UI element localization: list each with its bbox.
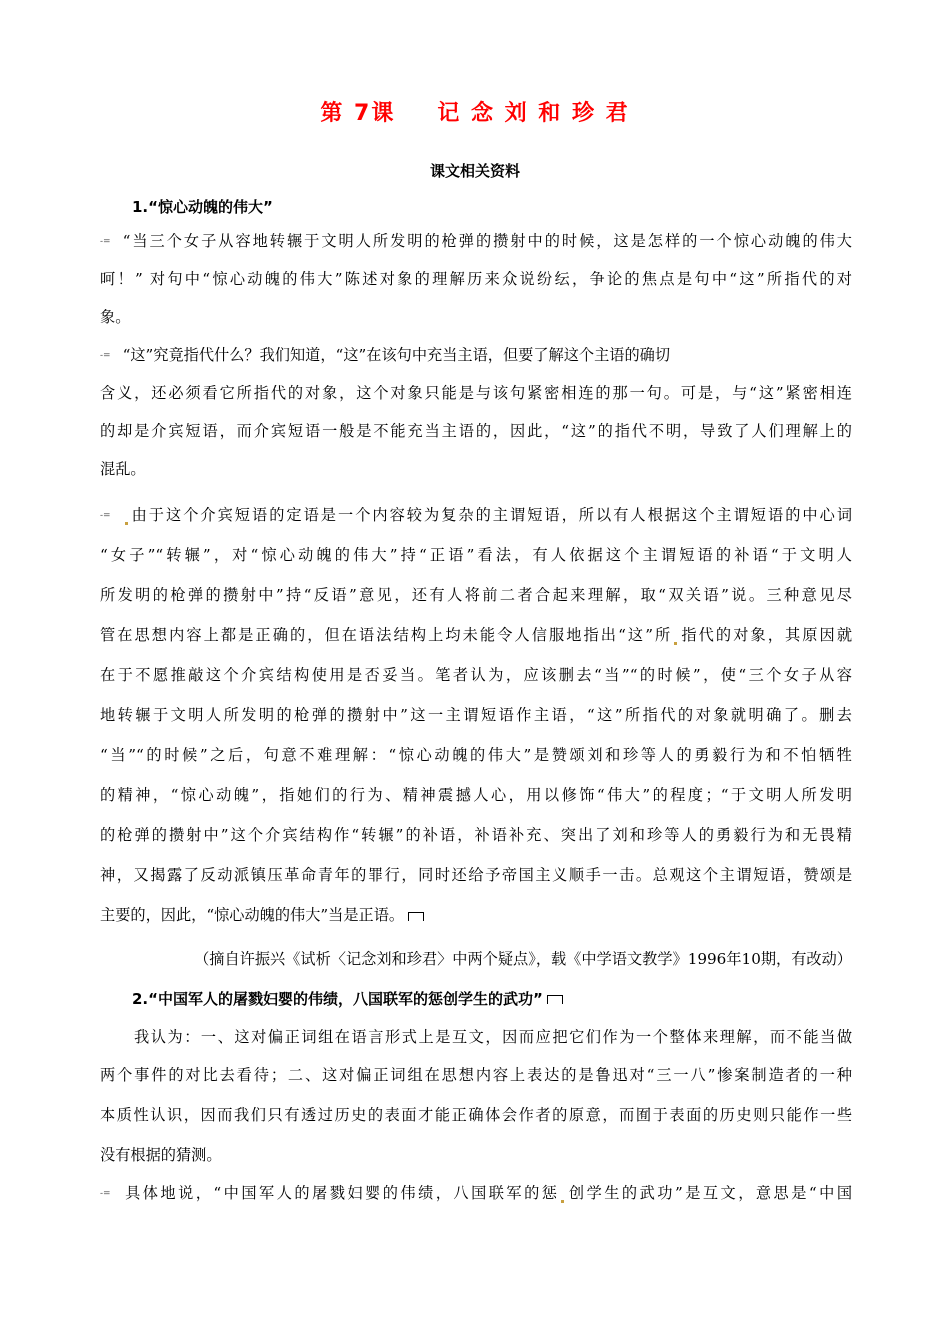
paragraph-line: 的枪弹的攒射中”这个介宾结构作“转辗”的补语，补语补充、突出了刘和珍等人的勇毅行为和无畏精	[100, 826, 852, 844]
section1-heading: 1.“惊心动魄的伟大”	[132, 198, 273, 216]
paragraph-line: 混乱。	[100, 460, 146, 478]
paragraph-line: 管在思想内容上都是正确的，但在语法结构上均未能令人信服地指出“这”所 指代的对象，其原因就	[100, 626, 853, 644]
section-subtitle: 课文相关资料	[429, 162, 520, 180]
corner-mark-icon	[408, 912, 424, 921]
citation: （摘自许振兴《试析〈记念刘和珍君〉中两个疑点》，载《中学语文教学》1996年10期，有改动）	[194, 950, 852, 968]
marker-icon: -=	[100, 351, 111, 361]
page-title	[0, 96, 950, 127]
paragraph-line: 呵！” 对句中“惊心动魄的伟大”陈述对象的理解历来众说纷纭，争论的焦点是句中“这”所指代的对	[100, 270, 852, 288]
paragraph-line: “女子”“转辗”，对“惊心动魄的伟大”持“正语”看法，有人依据这个主谓短语的补语“于文明人	[100, 546, 852, 564]
paragraph-line: -= “当三个女子从容地转辗于文明人所发明的枪弹的攒射中的时候，这是怎样的一个惊心动魄的伟大	[100, 232, 852, 250]
paragraph-line: 的却是介宾短语，而介宾短语一般是不能充当主语的，因此，“这”的指代不明，导致了人们理解上的	[100, 422, 852, 440]
paragraph-line: 两个事件的对比去看待；二、这对偏正词组在思想内容上表达的是鲁迅对“三一八”惨案制造者的一种	[100, 1066, 852, 1084]
section2-heading: 2.“中国军人的屠戮妇婴的伟绩，八国联军的惩创学生的武功”	[132, 988, 563, 1009]
lesson-number: 第 7课	[320, 101, 396, 126]
paragraph-line: 象。	[100, 308, 131, 326]
paragraph-line: 本质性认识，因而我们只有透过历史的表面才能正确体会作者的原意，而囿于表面的历史则只能作一些	[100, 1106, 852, 1124]
paragraph-line: 我认为：一、这对偏正词组在语言形式上是互文，因而应把它们作为一个整体来理解，而不能当做	[134, 1028, 852, 1046]
paragraph-line: 含义，还必须看它所指代的对象，这个对象只能是与该句紧密相连的那一句。可是，与“这”紧密相连	[100, 384, 852, 402]
marker-icon: -=	[100, 511, 111, 521]
paragraph-line: -= 具体地说，“中国军人的屠戮妇婴的伟绩，八国联军的惩 创学生的武功”是互文，意思是“中国	[100, 1184, 853, 1202]
paragraph-line: -= 由于这个介宾短语的定语是一个内容较为复杂的主谓短语，所以有人根据这个主谓短语的中心词	[100, 506, 852, 524]
paragraph-line: 的精神，“惊心动魄”，指她们的行为、精神震撼人心，用以修饰“伟大”的程度；“于文明人所发明	[100, 786, 852, 804]
corner-mark-icon	[547, 995, 563, 1004]
marker-icon: -=	[100, 1189, 111, 1199]
paragraph-line: 在于不愿推敲这个介宾结构使用是否妥当。笔者认为，应该删去“当”“的时候”，使“三个女子从容	[100, 666, 852, 684]
marker-icon: -=	[100, 237, 111, 247]
dot-mark	[125, 522, 128, 525]
dot-mark	[674, 642, 677, 645]
paragraph-line: -= “这”究竟指代什么？我们知道，“这”在该句中充当主语，但要了解这个主语的确切	[100, 346, 671, 364]
dot-mark	[561, 1200, 564, 1203]
paragraph-line: 主要的，因此，“惊心动魄的伟大”当是正语。	[100, 904, 852, 925]
paragraph-line: 没有根据的猜测。	[100, 1146, 222, 1164]
paragraph-line: “当”“的时候”之后，句意不难理解：“惊心动魄的伟大”是赞颂刘和珍等人的勇毅行为和不怕牺牲	[100, 746, 852, 764]
lesson-name: 记 念 刘 和 珍 君	[437, 101, 630, 126]
paragraph-line: 神，又揭露了反动派镇压革命青年的罪行，同时还给予帝国主义顺手一击。总观这个主谓短语，赞颂是	[100, 866, 852, 884]
paragraph-line: 地转辗于文明人所发明的枪弹的攒射中”这一主谓短语作主语，“这”所指代的对象就明确了。删去	[100, 706, 852, 724]
paragraph-line: 所发明的枪弹的攒射中”持“反语”意见，还有人将前二者合起来理解，取“双关语”说。三种意见尽	[100, 586, 852, 604]
